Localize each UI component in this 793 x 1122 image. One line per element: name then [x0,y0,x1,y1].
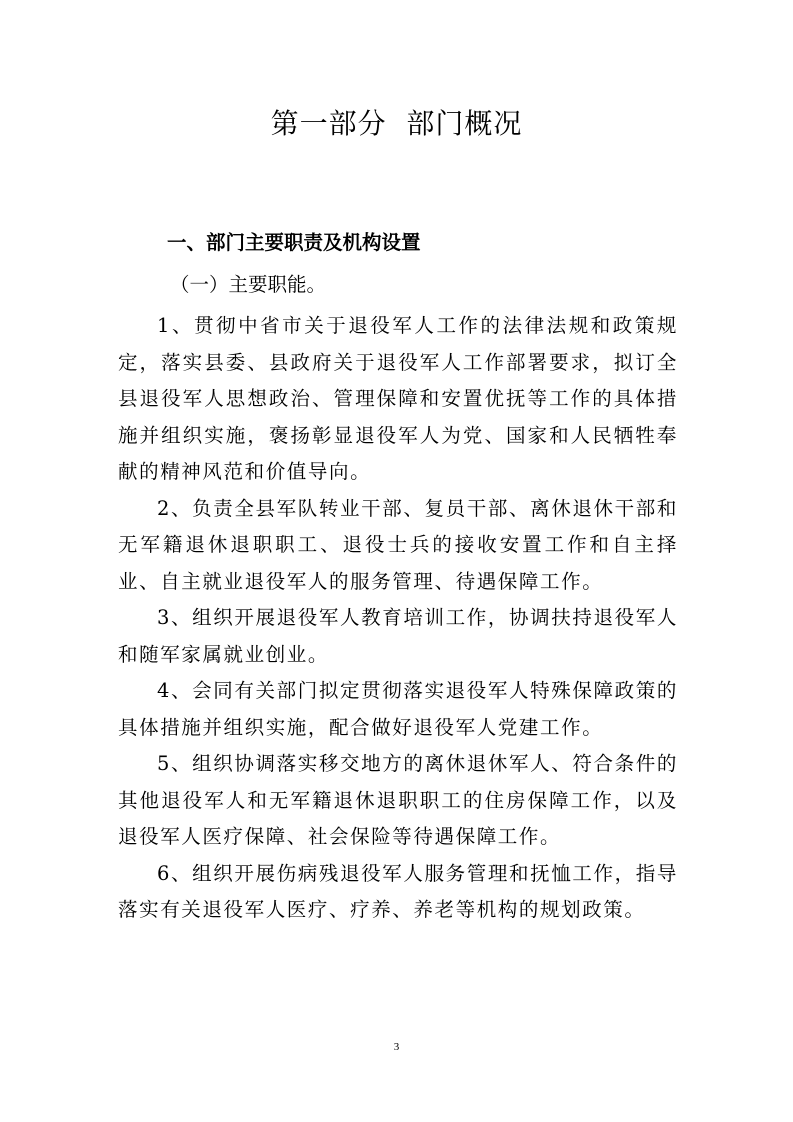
section-heading: 一、部门主要职责及机构设置 [167,231,421,254]
page-number: 3 [393,1041,400,1053]
paragraph-duty-6: 6、组织开展伤病残退役军人服务管理和抚恤工作，指导落实有关退役军人医疗、疗养、养老等机构的规划政策。 [118,861,678,921]
paragraph-duty-2: 2、负责全县军队转业干部、复员干部、离休退休干部和无军籍退休退职职工、退役士兵的接收安置工作和自主择业、自主就业退役军人的服务管理、待遇保障工作。 [118,496,678,593]
paragraph-duty-5: 5、组织协调落实移交地方的离休退休军人、符合条件的其他退役军人和无军籍退休退职职工的住房保障工作，以及退役军人医疗保障、社会保险等待遇保障工作。 [118,752,678,848]
paragraph-duty-1: 1、贯彻中省市关于退役军人工作的法律法规和政策规定，落实县委、县政府关于退役军人工作部署要求，拟订全县退役军人思想政治、管理保障和安置优抚等工作的具体措施并组织实施，褒扬彰显退役军人为党、国家和人民牺牲奉献的精神风范和价值导向。 [118,314,678,483]
paragraph-duty-4: 4、会同有关部门拟定贯彻落实退役军人特殊保障政策的具体措施并组织实施，配合做好退役军人党建工作。 [118,679,678,739]
paragraph-duty-3: 3、组织开展退役军人教育培训工作，协调扶持退役军人和随军家属就业创业。 [118,606,678,666]
body-text [118,308,678,929]
subheading: （一）主要职能。 [170,273,327,296]
page-title: 第一部分 部门概况 [270,107,523,140]
